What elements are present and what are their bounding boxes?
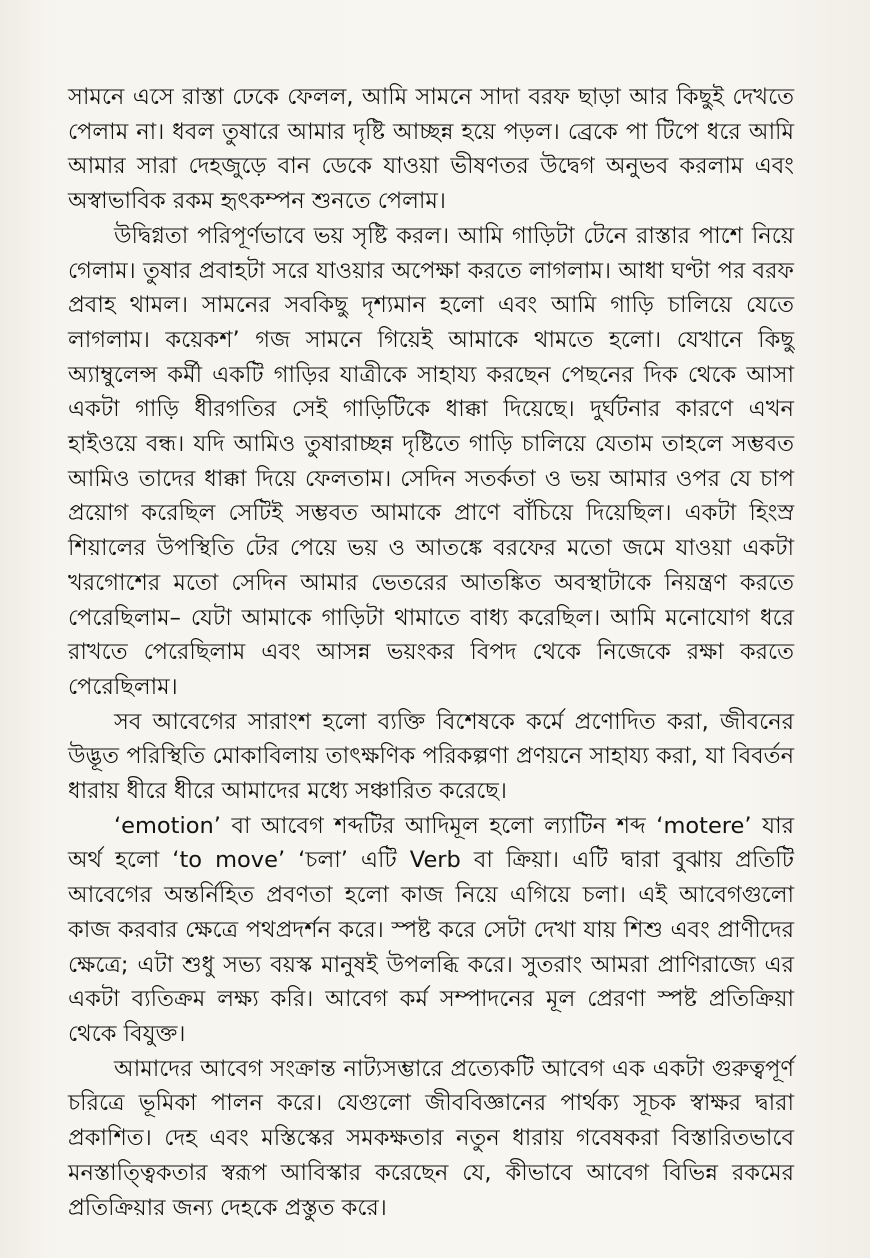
paragraph-5: আমাদের আবেগ সংক্রান্ত নাট্যসম্ভারে প্রত্যেকটি আবেগ এক একটা গুরুত্বপূর্ণ চরিত্রে ভূমিকা পালন করে। যেগুলো জীববিজ্ঞানের পার্থক্য সূচক স্বাক্ষর দ্বারা প্রকাশিত। দেহ এবং মস্তিস্কের সমকক্ষতার নতুন ধারায় গবেষকরা বিস্তারিতভাবে মনস্তাত্ত্বিকতার স্বরূপ আবিস্কার করেছেন যে, কীভাবে আবেগ বিভিন্ন রকমের প্রতিক্রিয়ার জন্য দেহকে প্রস্তুত করে।	[68, 1055, 794, 1221]
paragraph-1: সামনে এসে রাস্তা ঢেকে ফেলল, আমি সামনে সাদা বরফ ছাড়া আর কিছুই দেখতে পেলাম না। ধবল তুষারে আমার দৃষ্টি আচ্ছন্ন হয়ে পড়ল। ব্রেকে পা টিপে ধরে আমি আমার সারা দেহজুড়ে বান ডেকে যাওয়া ভীষণতর উদ্বেগ অনুভব করলাম এবং অস্বাভাবিক রকম হৃৎকম্পন শুনতে পেলাম।	[68, 84, 794, 215]
paragraph-2: উদ্বিগ্নতা পরিপূর্ণভাবে ভয় সৃষ্টি করল। আমি গাড়িটা টেনে রাস্তার পাশে নিয়ে গেলাম। তুষার প্রবাহটা সরে যাওয়ার অপেক্ষা করতে লাগলাম। আধা ঘণ্টা পর বরফ প্রবাহ থামল। সামনের সবকিছু দৃশ্যমান হলো এবং আমি গাড়ি চালিয়ে যেতে লাগলাম। কয়েকশ’ গজ সামনে গিয়েই আমাকে থামতে হলো। যেখানে কিছু অ্যাম্বুলেন্স কর্মী একটি গাড়ির যাত্রীকে সাহায্য করছেন পেছনের দিক থেকে আসা একটা গাড়ি ধীরগতির সেই গাড়িটিকে ধাক্কা দিয়েছে। দুর্ঘটনার কারণে এখন হাইওয়ে বন্ধ। যদি আমিও তুষারাচ্ছন্ন দৃষ্টিতে গাড়ি চালিয়ে যেতাম তাহলে সম্ভবত আমিও তাদের ধাক্কা দিয়ে ফেলতাম। সেদিন সতর্কতা ও ভয় আমার ওপর যে চাপ প্রয়োগ করেছিল সেটিই সম্ভবত আমাকে প্রাণে বাঁচিয়ে দিয়েছিল। একটা হিংস্র শিয়ালের উপস্থিতি টের পেয়ে ভয় ও আতঙ্কে বরফের মতো জমে যাওয়া একটা খরগোশের মতো সেদিন আমার ভেতরের আতঙ্কিত অবস্থাটাকে নিয়ন্ত্রণ করতে পেরেছিলাম– যেটা আমাকে গাড়িটা থামাতে বাধ্য করেছিল। আমি মনোযোগ ধরে রাখতে পেরেছিলাম এবং আসন্ন ভয়ংকর বিপদ থেকে নিজেকে রক্ষা করতে পেরেছিলাম।	[68, 222, 794, 700]
paragraph-3: সব আবেগের সারাংশ হলো ব্যক্তি বিশেষকে কর্মে প্রণোদিত করা, জীবনের উদ্ভূত পরিস্থিতি মোকাবিলায় তাৎক্ষণিক পরিকল্পণা প্রণয়নে সাহায্য করা, যা বিবর্তন ধারায় ধীরে ধীরে আমাদের মধ্যে সঞ্চারিত করেছে।	[68, 708, 794, 805]
page-body-text	[68, 80, 794, 1225]
paragraph-4: ‘emotion’ বা আবেগ শব্দটির আদিমূল হলো ল্যাটিন শব্দ ‘motere’ যার অর্থ হলো ‘to move’ ‘চলা’ এটি Verb বা ক্রিয়া। এটি দ্বারা বুঝায় প্রতিটি আবেগের অন্তর্নিহিত প্রবণতা হলো কাজ নিয়ে এগিয়ে চলা। এই আবেগগুলো কাজ করবার ক্ষেত্রে পথপ্রদর্শন করে। স্পষ্ট করে সেটা দেখা যায় শিশু এবং প্রাণীদের ক্ষেত্রে; এটা শুধু সভ্য বয়স্ক মানুষই উপলব্ধি করে। সুতরাং আমরা প্রাণিরাজ্যে এর একটা ব্যতিক্রম লক্ষ্য করি। আবেগ কর্ম সম্পাদনের মূল প্রেরণা স্পষ্ট প্রতিক্রিয়া থেকে বিযুক্ত।	[68, 812, 794, 1047]
